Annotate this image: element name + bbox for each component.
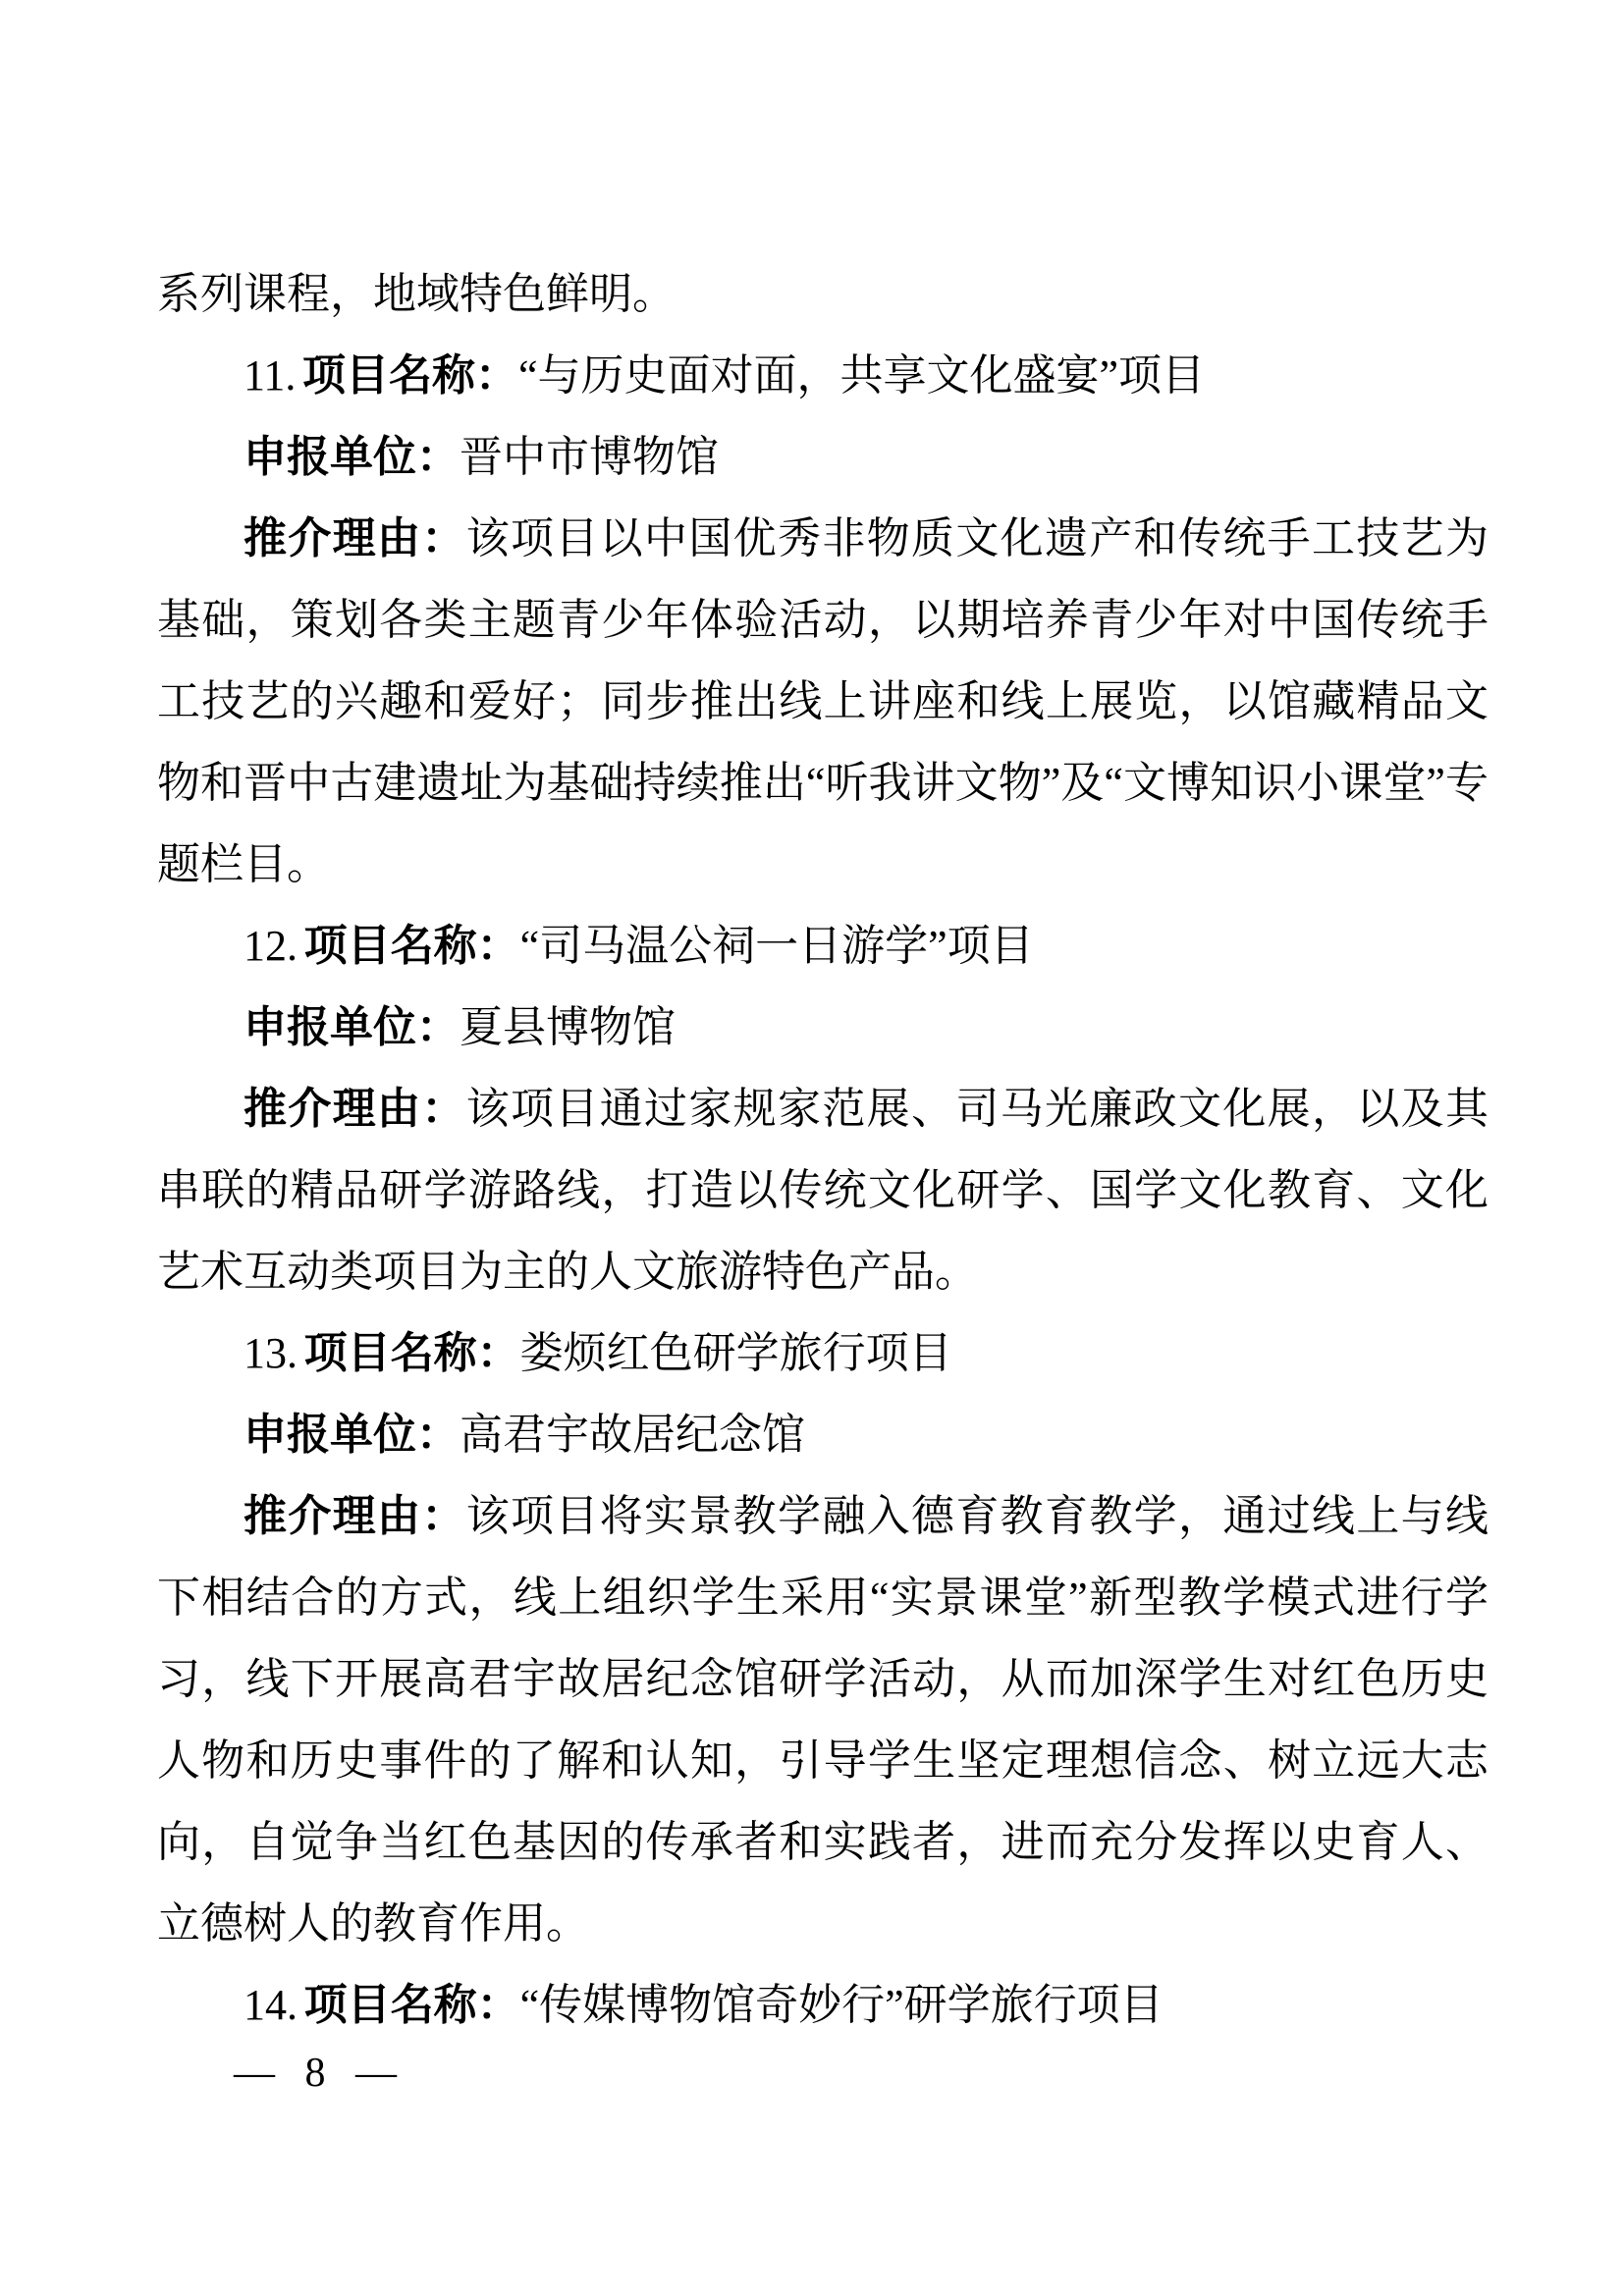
item-13-name-line <box>157 1312 1489 1394</box>
item-11-name-line <box>157 335 1489 416</box>
item-14-name-value: “传媒博物馆奇妙行”研学旅行项目 <box>519 1981 1164 2029</box>
item-11-unit-line <box>157 416 1489 498</box>
item-12-reason-paragraph <box>157 1068 1489 1312</box>
paragraph-continuation: 系列课程，地域特色鲜明。 <box>157 270 676 318</box>
page-number: — 8 — <box>234 2051 406 2096</box>
item-11-reason-label: 推介理由： <box>244 514 466 562</box>
item-13-reason-paragraph <box>157 1475 1489 1964</box>
item-12-number: 12. <box>244 922 298 970</box>
document-body <box>157 253 1489 2046</box>
item-11-name-label: 项目名称： <box>301 351 518 400</box>
item-12-unit-label: 申报单位： <box>244 1003 460 1051</box>
item-14-name-line <box>157 1964 1489 2046</box>
item-14-number: 14. <box>244 1981 298 2029</box>
item-11-name-value: “与历史面对面，共享文化盛宴”项目 <box>517 351 1206 400</box>
item-13-name-value: 娄烦红色研学旅行项目 <box>519 1329 952 1377</box>
item-14-name-label: 项目名称： <box>303 1981 520 2029</box>
item-13-unit-line <box>157 1394 1489 1475</box>
item-12-unit-line <box>157 987 1489 1068</box>
item-13-unit-label: 申报单位： <box>244 1411 460 1459</box>
item-12-name-value: “司马温公祠一日游学”项目 <box>519 922 1034 970</box>
item-11-number: 11. <box>244 351 297 400</box>
item-12-name-line <box>157 905 1489 987</box>
item-11-unit-value: 晋中市博物馆 <box>460 433 719 481</box>
item-11-reason-text: 该项目以中国优秀非物质文化遗产和传统手工技艺为基础，策划各类主题青少年体验活动，以期培养青少年对中国传统手工技艺的兴趣和爱好；同步推出线上讲座和线上展览，以馆藏精品文物和晋中古建遗址为基础持续推出“听我讲文物”及“文博知识小课堂”专题栏目。 <box>157 514 1489 888</box>
item-12-unit-value: 夏县博物馆 <box>460 1003 676 1051</box>
item-12-reason-text: 该项目通过家规家范展、司马光廉政文化展，以及其串联的精品研学游路线，打造以传统文化研学、国学文化教育、文化艺术互动类项目为主的人文旅游特色产品。 <box>157 1085 1489 1296</box>
item-13-number: 13. <box>244 1329 298 1377</box>
item-11-reason-paragraph <box>157 498 1489 905</box>
item-13-name-label: 项目名称： <box>303 1329 520 1377</box>
item-12-name-label: 项目名称： <box>303 922 520 970</box>
item-13-unit-value: 高君宇故居纪念馆 <box>460 1411 805 1459</box>
item-11-unit-label: 申报单位： <box>244 433 460 481</box>
item-13-reason-text: 该项目将实景教学融入德育教育教学，通过线上与线下相结合的方式，线上组织学生采用“实景课堂”新型教学模式进行学习，线下开展高君宇故居纪念馆研学活动，从而加深学生对红色历史人物和历史事件的了解和认知，引导学生坚定理想信念、树立远大志向，自觉争当红色基因的传承者和实践者，进而充分发挥以史育人、立德树人的教育作用。 <box>157 1492 1489 1948</box>
item-13-reason-label: 推介理由： <box>244 1492 466 1540</box>
item-12-reason-label: 推介理由： <box>244 1085 466 1133</box>
